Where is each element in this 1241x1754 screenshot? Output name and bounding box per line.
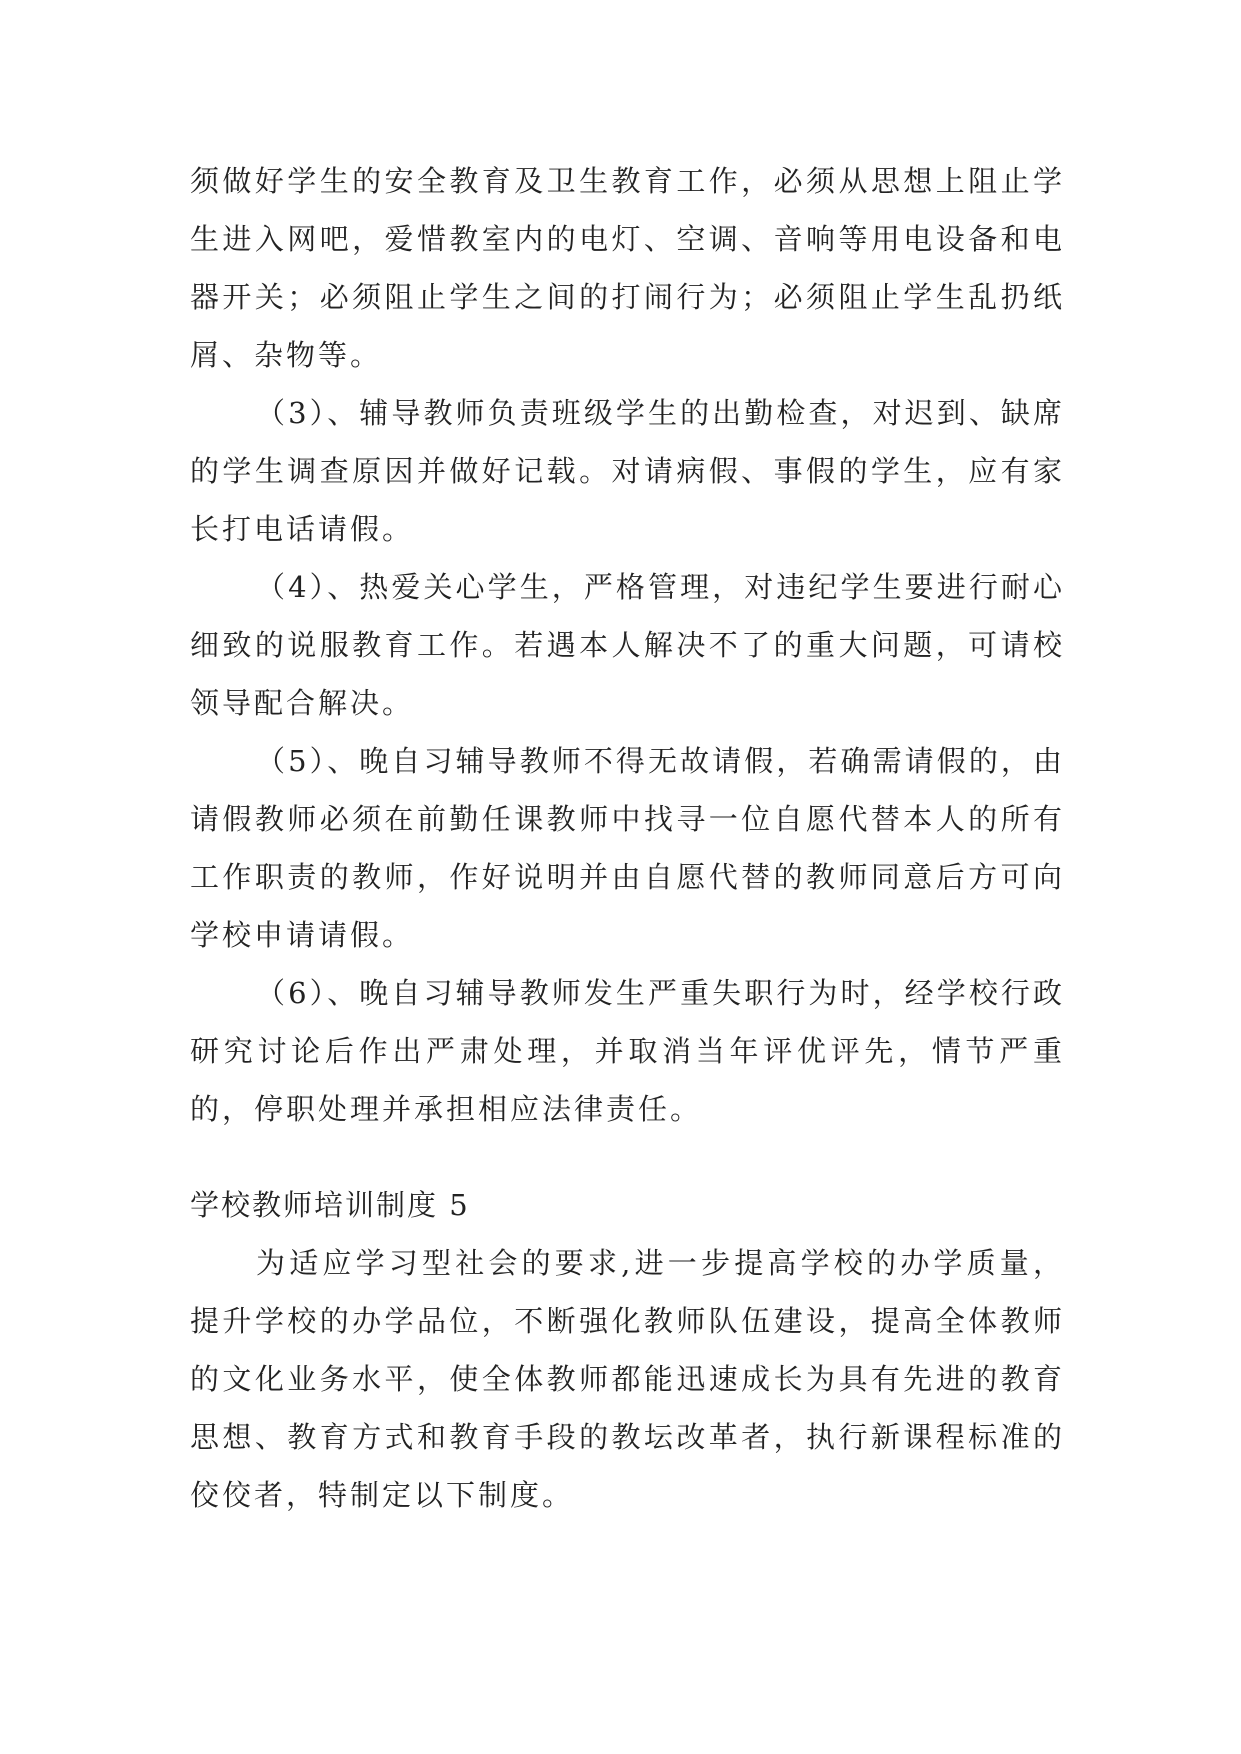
section-intro-paragraph: 为适应学习型社会的要求,进一步提高学校的办学质量，提升学校的办学品位，不断强化教师队伍建设，提高全体教师的文化业务水平，使全体教师都能迅速成长为具有先进的教育思想、教育方式和教育手段的教坛改革者，执行新课程标准的佼佼者，特制定以下制度。 [190, 1246, 1065, 1512]
paragraph-item-6: （6）、晚自习辅导教师发生严重失职行为时，经学校行政研究讨论后作出严肃处理，并取消当年评优评先，情节严重的，停职处理并承担相应法律责任。 [190, 976, 1065, 1126]
paragraph-item-4: （4）、热爱关心学生，严格管理，对违纪学生要进行耐心细致的说服教育工作。若遇本人解决不了的重大问题，可请校领导配合解决。 [190, 570, 1065, 720]
section-heading: 学校教师培训制度 5 [190, 1188, 470, 1222]
paragraph-continuation: 须做好学生的安全教育及卫生教育工作，必须从思想上阻止学生进入网吧，爱惜教室内的电灯、空调、音响等用电设备和电器开关；必须阻止学生之间的打闹行为；必须阻止学生乱扔纸屑、杂物等。 [190, 164, 1065, 372]
document-body [190, 152, 1065, 1524]
paragraph-item-3: （3）、辅导教师负责班级学生的出勤检查，对迟到、缺席的学生调查原因并做好记载。对请病假、事假的学生，应有家长打电话请假。 [190, 396, 1065, 546]
paragraph-item-5: （5）、晚自习辅导教师不得无故请假，若确需请假的，由请假教师必须在前勤任课教师中找寻一位自愿代替本人的所有工作职责的教师，作好说明并由自愿代替的教师同意后方可向学校申请请假。 [190, 744, 1065, 952]
